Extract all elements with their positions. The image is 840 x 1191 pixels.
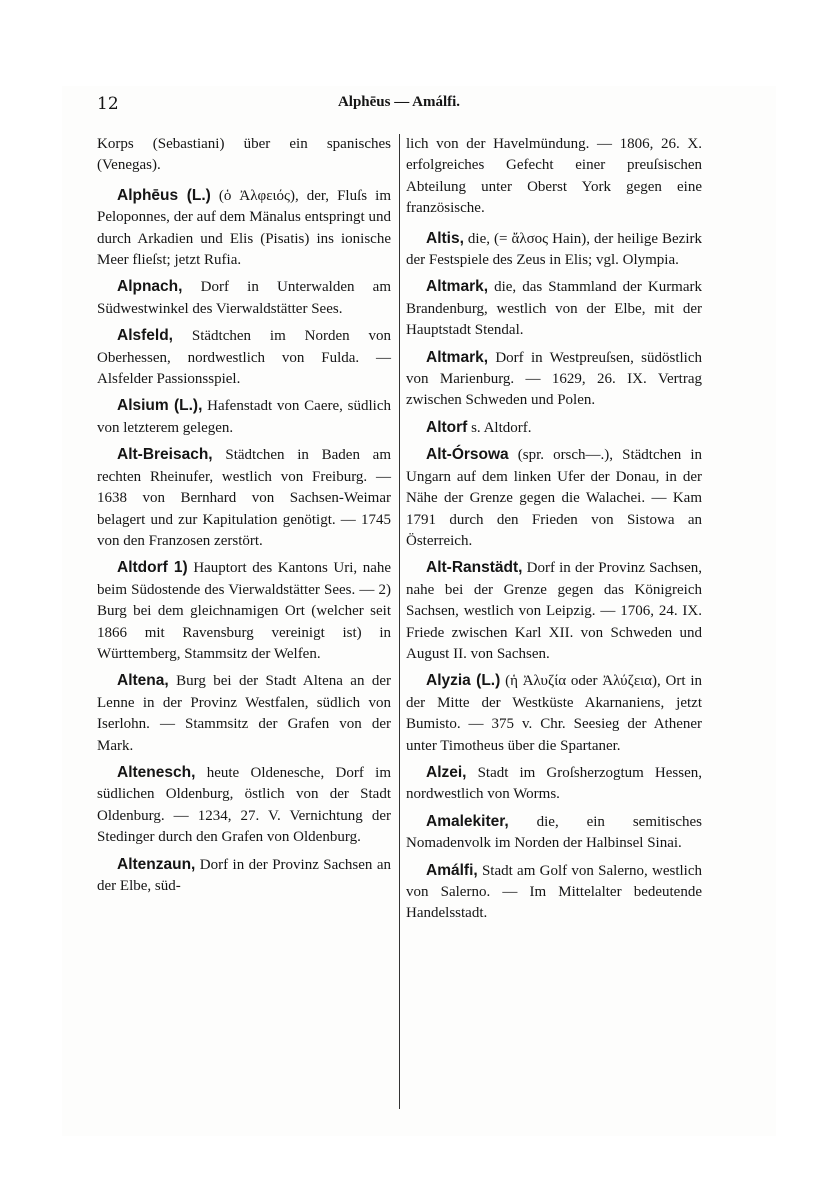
entry-text: Dorf in der Provinz Sachsen an der Elbe, süd-	[97, 856, 391, 894]
running-head: Alphēus — Amálfi.	[337, 94, 461, 110]
entry-text: Dorf in Westpreuſsen, südöstlich von Marienburg. — 1629, 26. IX. Vertrag zwischen Schweden und Polen.	[406, 349, 702, 409]
entry-text: Städtchen in Baden am rechten Rheinufer, westlich von Freiburg. — 1638 von Bernhard von Sachsen-Weimar belagert und zur Kapitulation genötigt. — 1745 von den Franzosen zerstört.	[97, 447, 392, 549]
entry-headword: Alsfeld,	[117, 327, 173, 345]
entry-text: heute Oldenesche, Dorf im südlichen Oldenburg, östlich von der Stadt Oldenburg. — 1234, 27. V. Vernichtung der Stedinger durch den Grafen von Oldenburg.	[97, 764, 391, 846]
entry-text: Hauptort des Kantons Uri, nahe beim Südostende des Vierwaldstätter Sees. — 2) Burg bei dem gleichnamigen Ort (welcher seit 1866 mit Ravensburg vereinigt ist) in Württemberg, Stammsitz der Welfen.	[97, 560, 392, 662]
entry-text: die, (= ἄλσος Hain), der heilige Bezirk der Festspiele des Zeus in Elis; vgl. Olympia.	[406, 230, 703, 269]
dictionary-entry	[97, 762, 391, 849]
dictionary-entry	[406, 670, 702, 757]
dictionary-entry	[406, 557, 702, 665]
entry-text: s. Altdorf.	[471, 419, 532, 436]
page-number: 12	[97, 94, 119, 114]
column-divider	[399, 134, 400, 1109]
dictionary-entry	[97, 444, 391, 552]
entry-text: Stadt am Golf von Salerno, westlich von Salerno. — Im Mittelalter bedeutende Handelsstadt.	[406, 862, 702, 922]
dictionary-entry	[97, 854, 391, 898]
dictionary-entry	[406, 762, 702, 806]
dictionary-entry	[406, 860, 702, 925]
entry-text: lich von der Havelmündung. — 1806, 26. X. erfolgreiches Gefecht einer preuſsischen Abteilung unter Oberst York gegen eine französische.	[406, 136, 702, 217]
page-header	[97, 94, 701, 118]
dictionary-entry	[406, 444, 702, 552]
dictionary-entry	[97, 276, 391, 320]
entry-text: Dorf in Unterwalden am Südwestwinkel des Vierwaldstätter Sees.	[97, 279, 391, 317]
entry-headword: Alt-Breisach,	[117, 446, 213, 464]
entry-text: (ἡ Ἀλυζία oder Ἀλύζεια), Ort in der Mitte der Westküste Akarnaniens, jetzt Bumisto. — 375 v. Chr. Seesieg der Athener unter Timotheus über die Spartaner.	[406, 673, 703, 754]
entry-headword: Altdorf 1)	[117, 559, 188, 577]
entry-headword: Altenzaun,	[117, 855, 196, 873]
dictionary-entry	[406, 276, 702, 341]
entry-headword: Alt-Órsowa	[426, 446, 509, 464]
entry-text: Korps (Sebastiani) über ein spanisches (Venegas).	[97, 136, 391, 174]
entry-text: Stadt im Groſsherzogtum Hessen, nordwestlich von Worms.	[406, 764, 702, 803]
entry-text: Dorf in der Provinz Sachsen, nahe bei der Grenze gegen das Königreich Sachsen, westlich von Leipzig. — 1706, 24. IX. Friede zwischen Karl XII. von Schweden und August II. von Sachsen.	[406, 560, 702, 662]
entry-headword: Altenesch,	[117, 763, 196, 781]
dictionary-entry	[97, 395, 391, 439]
entry-headword: Altmark,	[426, 278, 489, 296]
dictionary-entry	[97, 325, 391, 390]
entry-headword: Alphēus (L.)	[117, 186, 211, 204]
dictionary-entry	[406, 347, 702, 412]
entry-headword: Alyzia (L.)	[426, 672, 501, 690]
dictionary-entry	[406, 417, 702, 439]
entry-text: die, das Stammland der Kurmark Brandenburg, westlich von der Elbe, mit der Hauptstadt Stendal.	[406, 279, 703, 339]
entry-headword: Alzei,	[426, 763, 467, 781]
entry-text: Burg bei der Stadt Altena an der Lenne in der Provinz Westfalen, südlich von Iserlohn. — Stammsitz der Grafen von der Mark.	[97, 673, 391, 754]
dictionary-entry	[97, 670, 391, 757]
entry-headword: Alsium (L.),	[117, 397, 203, 415]
entry-text: die, ein semitisches Nomadenvolk im Norden der Halbinsel Sinai.	[406, 813, 702, 852]
entry-headword: Altmark,	[426, 348, 489, 366]
entry-headword: Alt-Ranstädt,	[426, 559, 523, 577]
entry-headword: Amálfi,	[426, 861, 478, 879]
entry-headword: Altena,	[117, 672, 169, 690]
dictionary-entry	[406, 811, 702, 855]
dictionary-entry	[406, 228, 702, 272]
entry-text: Hafenstadt von Caere, südlich von letzterem gelegen.	[97, 398, 391, 436]
entry-headword: Alpnach,	[117, 278, 183, 296]
entry-headword: Amalekiter,	[426, 812, 509, 830]
dictionary-entry	[97, 134, 391, 177]
entry-headword: Altis,	[426, 229, 464, 247]
right-column	[406, 134, 702, 930]
dictionary-entry	[97, 557, 391, 665]
dictionary-entry	[97, 185, 391, 272]
entry-headword: Altorf	[426, 418, 468, 436]
left-column	[97, 134, 391, 902]
entry-text: (spr. orsch—.), Städtchen in Ungarn auf dem linken Ufer der Donau, in der Nähe der Grenze gegen die Walachei. — Kam 1791 durch den Frieden von Sistowa an Österreich.	[406, 447, 702, 549]
entry-text: Städtchen im Norden von Oberhessen, nordwestlich von Fulda. — Alsfelder Passionsspiel.	[97, 328, 391, 388]
entry-text: (ὁ Ἀλφειός), der, Fluſs im Peloponnes, der auf dem Mänalus entspringt und durch Arkadien und Elis (Pisatis) ins ionische Meer flieſst; jetzt Rufia.	[97, 187, 391, 269]
dictionary-entry	[406, 134, 702, 220]
